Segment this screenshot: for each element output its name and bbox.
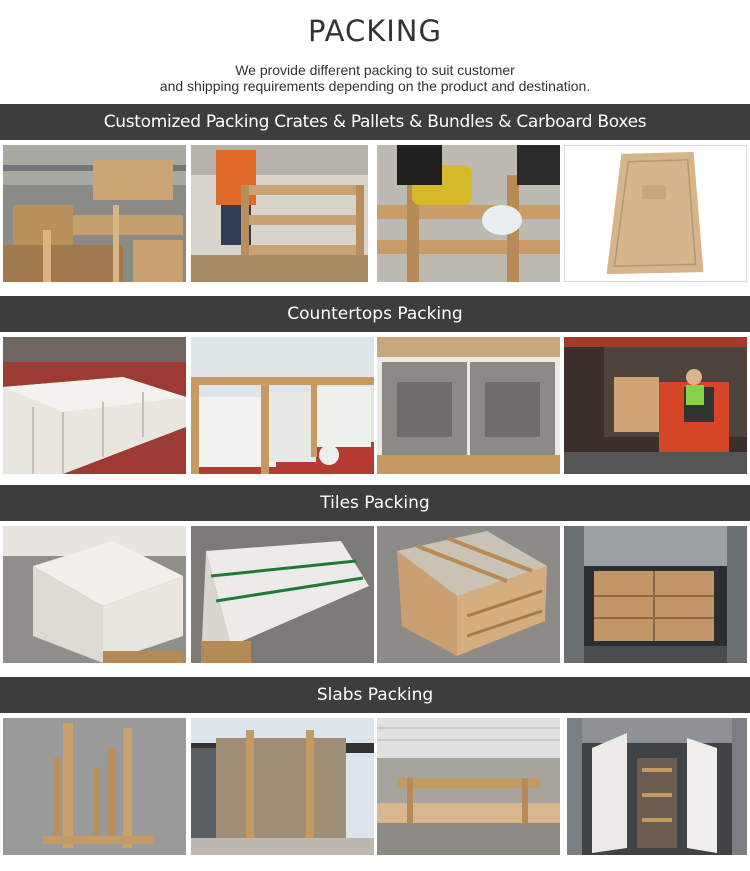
photo-wood-crate-parts: [3, 145, 186, 282]
photo-slab-a-frames: [3, 718, 186, 855]
photo-slab-container-loaded: [567, 718, 747, 855]
section-header-crates: Customized Packing Crates & Pallets & Bundles & Carboard Boxes: [0, 104, 750, 140]
photo-countertops-crated: [191, 337, 374, 474]
photo-tiles-strapped: [191, 526, 374, 663]
photo-worker-building-crate: [191, 145, 368, 282]
photo-tiles-container: [564, 526, 747, 663]
photo-tiles-stack: [3, 526, 186, 663]
photo-slab-container-empty: [377, 718, 560, 855]
subtitle-line-1: We provide different packing to suit customer: [235, 62, 515, 78]
photo-sinks-packed: [377, 337, 560, 474]
section-header-tiles: Tiles Packing: [0, 485, 750, 521]
photo-nail-gun-crate: [377, 145, 560, 282]
photo-carton-box: [564, 145, 747, 282]
section-header-slabs: Slabs Packing: [0, 677, 750, 713]
photo-slab-bundle: [191, 718, 374, 855]
section-header-countertops: Countertops Packing: [0, 296, 750, 332]
page-title: PACKING: [308, 14, 442, 48]
photo-tiles-wooden-crate: [377, 526, 560, 663]
photo-forklift-loading: [564, 337, 747, 474]
photo-countertops-wrapped: [3, 337, 186, 474]
subtitle-line-2: and shipping requirements depending on the product and destination.: [159, 78, 591, 94]
